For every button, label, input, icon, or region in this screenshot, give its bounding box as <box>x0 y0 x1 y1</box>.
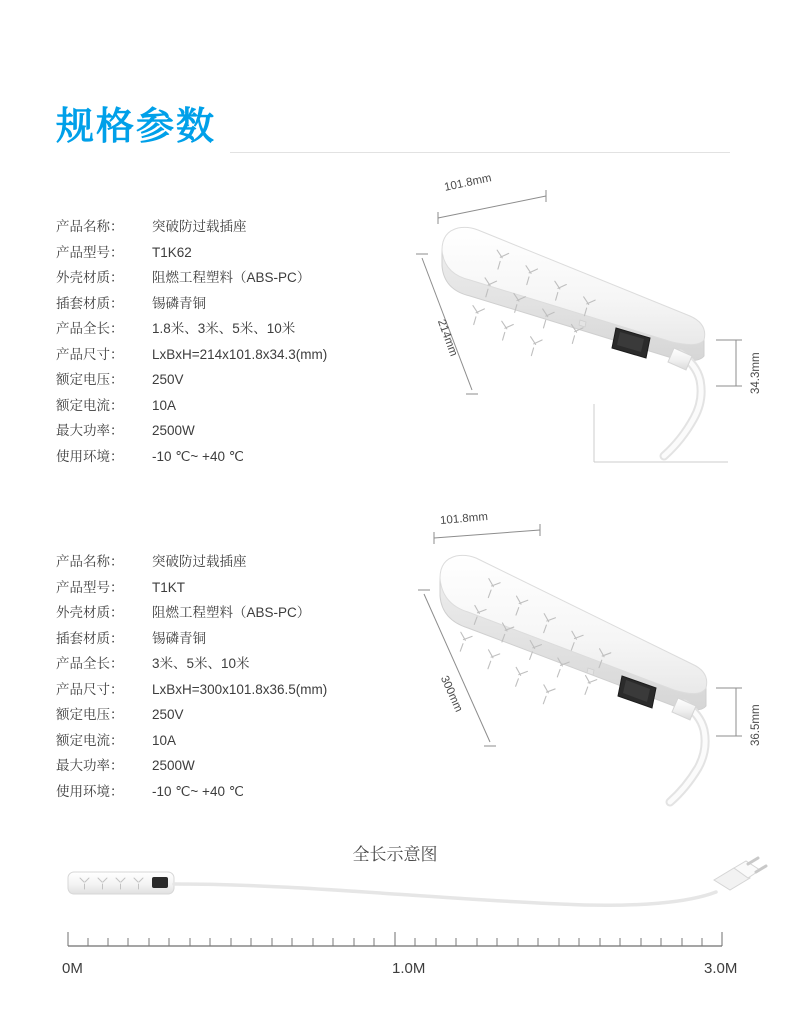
spec-list-product-1 <box>56 214 386 469</box>
ruler-tick-label: 1.0M <box>392 960 426 977</box>
spec-row <box>56 779 386 805</box>
spec-label: 产品名称： <box>56 219 124 234</box>
spec-value: 10A <box>152 732 177 748</box>
spec-value: 阻燃工程塑料（ABS-PC） <box>152 605 311 620</box>
spec-row <box>56 753 386 779</box>
spec-value: 锡磷青铜 <box>152 295 206 311</box>
spec-row <box>56 626 386 652</box>
spec-value: -10 ℃~ +40 ℃ <box>152 448 244 464</box>
spec-label: 产品全长： <box>56 321 124 336</box>
spec-value: 250V <box>152 707 184 722</box>
spec-row <box>56 549 386 575</box>
spec-label: 使用环境： <box>56 783 124 799</box>
spec-row <box>56 575 386 601</box>
spec-row <box>56 677 386 703</box>
dimension-width-label-1: 101.8mm <box>443 172 493 194</box>
spec-label: 插套材质： <box>56 630 124 646</box>
full-length-diagram <box>0 862 790 972</box>
spec-label: 额定电压： <box>56 707 124 722</box>
spec-row <box>56 214 386 240</box>
spec-value: 2500W <box>152 758 195 773</box>
spec-value: 锡磷青铜 <box>152 630 206 646</box>
spec-row <box>56 728 386 754</box>
spec-label: 额定电压： <box>56 372 124 387</box>
dimension-length-label-1: 214mm <box>434 317 460 359</box>
dimension-height-label-1: 34.3mm <box>750 352 762 394</box>
product-illustration-1 <box>398 172 778 472</box>
spec-row <box>56 702 386 728</box>
title-divider <box>230 152 730 153</box>
spec-row <box>56 240 386 266</box>
spec-value: 250V <box>152 372 184 387</box>
spec-row <box>56 418 386 444</box>
spec-list-product-2 <box>56 549 386 804</box>
product-figure-2 <box>398 508 778 808</box>
mini-power-strip <box>68 872 174 894</box>
dimension-height-label-2: 36.5mm <box>750 704 762 746</box>
spec-value: 1.8米、3米、5米、10米 <box>152 321 296 336</box>
page-title: 规格参数 <box>56 106 217 148</box>
spec-row <box>56 291 386 317</box>
spec-row <box>56 393 386 419</box>
spec-value: 2500W <box>152 423 195 438</box>
product-figure-1 <box>398 172 778 472</box>
spec-row <box>56 316 386 342</box>
spec-label: 外壳材质： <box>56 605 124 620</box>
spec-row <box>56 265 386 291</box>
full-length-caption: 全长示意图 <box>352 845 438 864</box>
spec-label: 产品型号： <box>56 244 124 260</box>
spec-label: 产品型号： <box>56 579 124 595</box>
spec-row <box>56 342 386 368</box>
spec-value: 3米、5米、10米 <box>152 656 250 671</box>
dimension-width-label-2: 101.8mm <box>439 510 489 528</box>
spec-label: 产品全长： <box>56 656 124 671</box>
spec-value: 突破防过载插座 <box>152 554 247 569</box>
spec-label: 额定电流： <box>56 397 124 413</box>
spec-value: 阻燃工程塑料（ABS-PC） <box>152 270 311 285</box>
spec-label: 产品尺寸： <box>56 681 124 697</box>
spec-label: 使用环境： <box>56 448 124 464</box>
spec-value: T1KT <box>152 579 186 595</box>
spec-value: T1K62 <box>152 244 192 260</box>
spec-label: 产品名称： <box>56 554 124 569</box>
ruler-labels <box>0 960 790 982</box>
spec-row <box>56 651 386 677</box>
spec-value: -10 ℃~ +40 ℃ <box>152 783 244 799</box>
spec-value: 突破防过载插座 <box>152 219 247 234</box>
spec-value: 10A <box>152 397 177 413</box>
product-illustration-2 <box>398 508 778 808</box>
spec-label: 外壳材质： <box>56 270 124 285</box>
spec-label: 产品尺寸： <box>56 346 124 362</box>
spec-label: 插套材质： <box>56 295 124 311</box>
ruler-tick-label: 3.0M <box>704 960 738 977</box>
spec-label: 最大功率： <box>56 758 124 773</box>
ruler <box>68 932 722 946</box>
spec-value: LxBxH=214x101.8x34.3(mm) <box>152 346 328 362</box>
spec-label: 额定电流： <box>56 732 124 748</box>
spec-row <box>56 444 386 470</box>
ruler-tick-label: 0M <box>62 960 83 977</box>
dimension-length-label-2: 300mm <box>437 674 465 714</box>
spec-label: 最大功率： <box>56 423 124 438</box>
spec-row <box>56 367 386 393</box>
spec-value: LxBxH=300x101.8x36.5(mm) <box>152 681 328 697</box>
plug-icon <box>714 858 766 890</box>
spec-row <box>56 600 386 626</box>
